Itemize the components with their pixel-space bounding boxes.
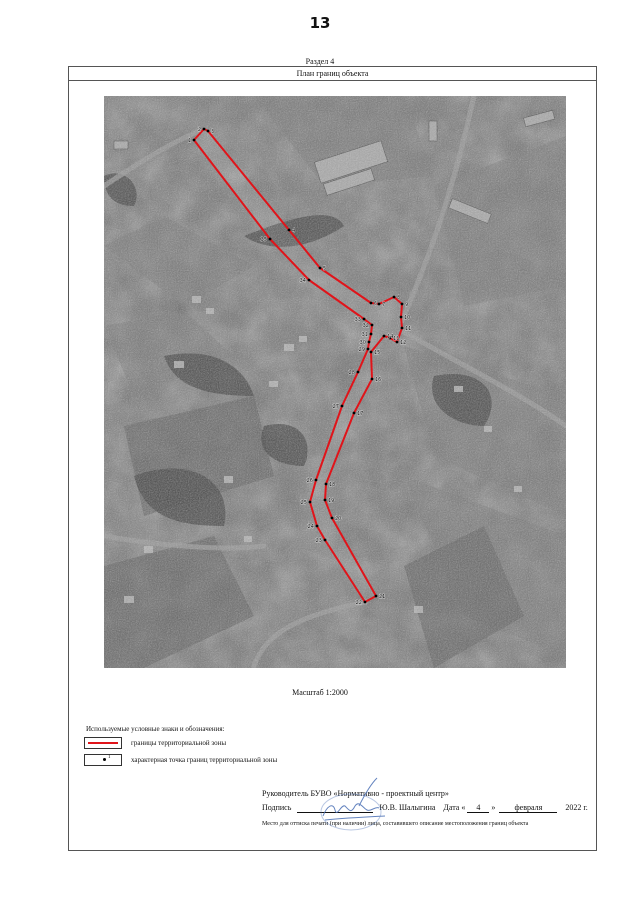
signature-line xyxy=(297,803,373,813)
boundary-point-label: 35 xyxy=(260,237,267,243)
boundary-point xyxy=(203,128,206,131)
boundary-point xyxy=(324,499,327,502)
aerial-imagery xyxy=(104,96,566,668)
boundary-point-label: 26 xyxy=(306,478,313,484)
legend-boundary-text: границы территориальной зоны xyxy=(131,739,227,747)
boundary-point-label: 19 xyxy=(328,498,335,504)
boundary-point-label: 15 xyxy=(374,350,381,356)
boundary-point-label: 27 xyxy=(332,404,339,410)
boundary-point xyxy=(401,303,404,306)
boundary-point-label: 7 xyxy=(382,302,386,308)
boundary-point xyxy=(315,479,318,482)
boundary-point-label: 28 xyxy=(348,370,355,376)
boundary-point xyxy=(368,341,371,344)
date-month: февраля xyxy=(499,803,557,813)
boundary-point-label: 5 xyxy=(323,266,327,272)
boundary-point-label: 9 xyxy=(405,302,409,308)
red-line-icon xyxy=(88,742,118,744)
boundary-point-label: 31 xyxy=(361,332,368,338)
date-day: 4 xyxy=(467,803,489,813)
boundary-point-label: 3 xyxy=(211,129,215,135)
boundary-point-label: 30 xyxy=(359,340,366,346)
legend-point-text: характерная точка границ территориальной зоны xyxy=(131,756,278,764)
boundary-point-label: 2 xyxy=(197,127,201,133)
date-year: 2022 г. xyxy=(565,803,588,812)
boundary-point xyxy=(324,539,327,542)
boundary-point-label: 34 xyxy=(299,278,306,284)
frame-title: План границ объекта xyxy=(69,67,596,81)
boundary-point xyxy=(325,483,328,486)
boundary-point xyxy=(193,139,196,142)
boundary-point xyxy=(364,601,367,604)
stamp-note: Место для оттиска печати (при наличии) лица, составившего описание местоположения границ объекта xyxy=(262,821,529,827)
signer-name: Ю.В. Шалыгина xyxy=(379,803,436,812)
boundary-point xyxy=(400,316,403,319)
boundary-point-label: 22 xyxy=(355,600,362,606)
boundary-point xyxy=(370,351,373,354)
boundary-point xyxy=(370,302,373,305)
boundary-point-label: 10 xyxy=(404,315,411,321)
boundary-point xyxy=(341,405,344,408)
boundary-point-label: 24 xyxy=(307,524,314,530)
boundary-point xyxy=(367,348,370,351)
boundary-point xyxy=(383,335,386,338)
point-icon xyxy=(103,758,106,761)
map-canvas xyxy=(104,96,566,668)
boundary-point xyxy=(316,525,319,528)
boundary-point-label: 12 xyxy=(400,340,407,346)
boundary-point xyxy=(309,501,312,504)
page-number: 13 xyxy=(309,14,331,32)
boundary-point-label: 6 xyxy=(374,301,378,307)
boundary-point-label: 32 xyxy=(362,323,369,329)
legend-title: Используемые условные знаки и обозначения: xyxy=(86,725,225,733)
boundary-point-label: 13 xyxy=(393,336,400,342)
section-label: Раздел 4 xyxy=(305,57,335,66)
boundary-point xyxy=(269,238,272,241)
boundary-point-label: 33 xyxy=(354,317,361,323)
boundary-point-label: 1 xyxy=(187,138,191,144)
boundary-point-label: 29 xyxy=(358,347,365,353)
boundary-point-label: 4 xyxy=(292,228,296,234)
boundary-point-label: 17 xyxy=(357,411,364,417)
boundary-point xyxy=(363,318,366,321)
signer-position: Руководитель БУВО «Нормативно - проектный центр» xyxy=(262,789,449,798)
date-quote-close: » xyxy=(491,803,496,812)
boundary-point-label: 11 xyxy=(405,326,412,332)
boundary-point xyxy=(375,595,378,598)
aerial-map[interactable] xyxy=(104,96,566,668)
boundary-point xyxy=(370,333,373,336)
boundary-point-label: 18 xyxy=(329,482,336,488)
boundary-point xyxy=(357,371,360,374)
boundary-point xyxy=(401,327,404,330)
boundary-point xyxy=(371,324,374,327)
legend-point-symbol xyxy=(84,754,122,766)
boundary-point xyxy=(331,517,334,520)
legend-point-number: 1 xyxy=(108,755,111,760)
boundary-point xyxy=(371,378,374,381)
boundary-point-label: 16 xyxy=(375,377,382,383)
boundary-point xyxy=(288,229,291,232)
sign-label: Подпись xyxy=(262,803,292,812)
boundary-point xyxy=(207,130,210,133)
boundary-point-label: 14 xyxy=(387,334,394,340)
boundary-point-label: 20 xyxy=(335,516,342,522)
boundary-point xyxy=(353,412,356,415)
boundary-point-label: 21 xyxy=(379,594,386,600)
boundary-point-label: 25 xyxy=(300,500,307,506)
signature-row xyxy=(262,803,588,813)
date-label: Дата « xyxy=(443,803,466,812)
map-scale: Масштаб 1:2000 xyxy=(292,688,348,697)
boundary-point-label: 8 xyxy=(397,295,401,301)
boundary-point xyxy=(393,296,396,299)
boundary-point-label: 23 xyxy=(315,538,322,544)
boundary-point xyxy=(308,279,311,282)
boundary-point xyxy=(378,303,381,306)
legend-boundary-symbol xyxy=(84,737,122,749)
boundary-point xyxy=(319,267,322,270)
